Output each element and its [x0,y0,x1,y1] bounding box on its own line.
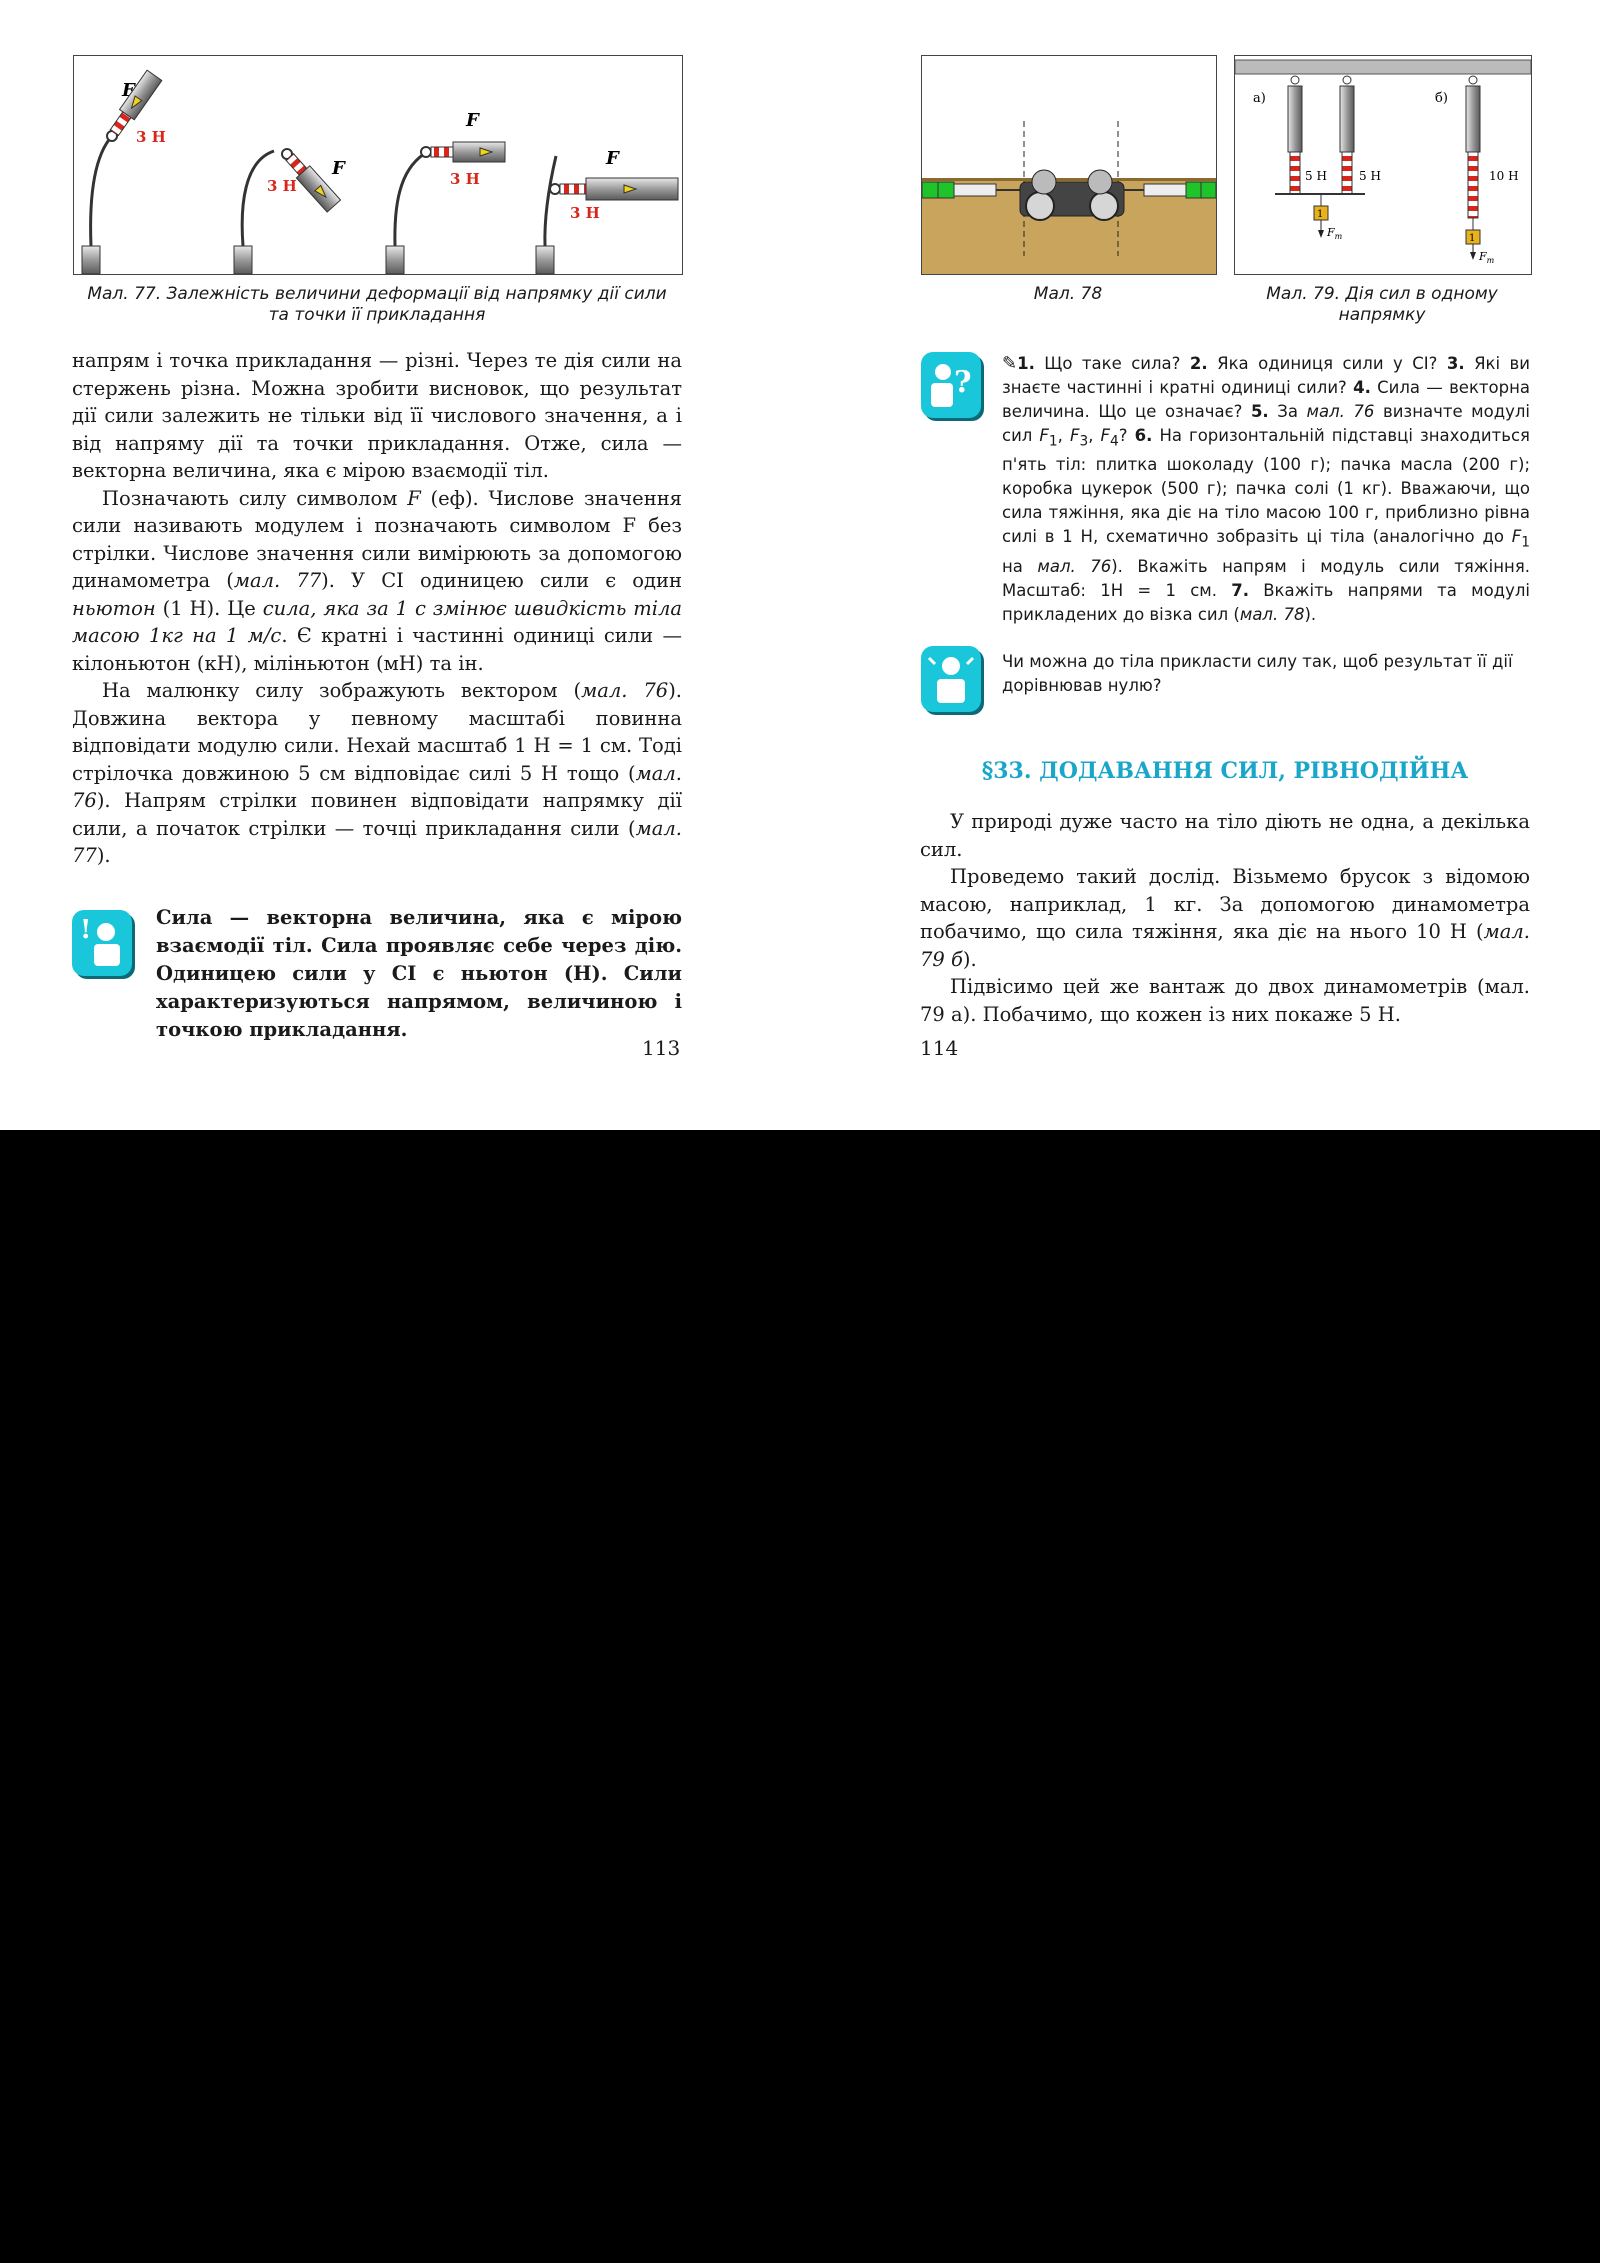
q5-f3-sub: 3 [1079,433,1089,450]
q5-number: 5. [1250,402,1269,421]
q1-number: 1. [1017,354,1035,373]
figure-78-caption: Мал. 78 [1033,284,1103,304]
section-title: §33. ДОДАВАННЯ СИЛ, РІВНОДІЙНА [981,758,1469,784]
q6-ref: мал. 76 [1037,556,1112,576]
fig79-force-b [1478,250,1495,265]
r2-ref: мал. 79 б [920,920,1530,971]
person-exclamation-icon [72,910,132,976]
figure-77-caption-line1: Мал. 77. Залежність величини деформації від напрямку дії сили [87,284,667,304]
q6-f: F [1511,527,1522,547]
p2-ref: мал. 77 [233,569,322,592]
q5-f4-sub: 4 [1110,433,1119,450]
paragraph-r3: Підвісимо цей же вантаж до двох динамометрів (мал. 79 а). Побачимо, що кожен із них покаже 5 Н. [920,975,1530,1026]
q5-text-a: За [1268,402,1307,421]
person-question-icon [921,352,981,418]
summary-box: Сила — векторна величина, яка є мірою взаємодії тіл. Сила проявляє себе через дію. Одиницею сили у СІ є ньютон (Н). Сили характеризуються напрямом, величиною і точкою прикладання. [156,906,682,1041]
page-114 [920,0,1530,1130]
think-question: Чи можна до тіла прикласти силу так, щоб результат її дії дорівнював нулю? [1002,652,1513,695]
fig79-force-a [1326,226,1343,241]
q4-number: 4. [1353,378,1371,397]
paragraph-r1: У природі дуже часто на тіло діють не одна, а декілька сил. [920,810,1530,861]
p3-text-c: ). Напрям стрілки повинен відповідати напрямку дії сили, а початок стрілки — точці прикладання сили ( [72,789,682,840]
questions-icon [921,352,981,418]
q6-text-b: на [1002,556,1038,576]
figure-78 [921,55,1217,275]
q7-ref: мал. 78 [1239,604,1305,624]
fig79-value-5-left: 5 Н [1305,169,1327,183]
fig79-value-5-right: 5 Н [1359,169,1381,183]
q5-f3: F [1069,426,1080,445]
page-number-113: 113 [642,1036,681,1060]
q7-text-a: Вкажіть напрями та модулі прикладених до візка сил ( [1002,580,1530,624]
fig79-weight-b: 1 [1469,233,1476,244]
q5-text-b: визначте модулі сил [1002,402,1531,445]
fig77-value-label-4: 3 Н [570,204,600,222]
p2-text-c: ). У СІ одиницею сили є один [321,569,682,592]
svg-text:?: ? [954,365,972,400]
body-text-left [72,347,682,870]
figure-79-caption-line1: Мал. 79. Дія сил в одному [1266,284,1498,304]
figure-77-caption [72,284,682,326]
q5-sep1: , [1057,426,1070,445]
r2-text-a: Проведемо такий дослід. Візьмемо брусок з відомою масою, наприклад, 1 кг. За допомогою динамометра побачимо, що сила тяжіння, яка діє на нього 10 Н ( [920,865,1530,943]
p2-newton: ньютон [72,596,156,620]
p2-text-b: (еф). Числове значення сили називають модулем і позначають символом F без стрілки. Числове значення сили вимірюють за допомогою динамометра ( [72,486,682,592]
p3-text-d: ). [96,844,111,867]
force-symbol: F [407,486,421,510]
fig77-value-label-2: 3 Н [267,177,297,195]
book-spread [0,0,1600,1130]
q4-text: Сила — векторна величина. Що це означає? [1002,378,1530,421]
q2-text: Яка одиниця сили у СІ? [1207,354,1447,373]
q3-text: Які ви знаєте частинні і кратні одиниці сили? [1002,354,1531,397]
fig77-force-label-2: F [332,158,345,179]
q7-number: 7. [1231,580,1249,600]
figure-78-drawing [922,56,1216,274]
q6-text-a: На горизонтальній підставці знаходиться п'ять тіл: плитка шоколаду (100 г); пачка масла (200 г); коробка цукерок (500 г); пачка солі (1 кг). Вважаючи, що сила тяжіння, яка діє на тіло масою 100 г, приблизно рівна силі в 1 Н, схематично зобразіть ці тіла (аналогічно до [1002,426,1530,547]
pencil-icon: ✎ [1002,353,1018,374]
p2-definition: сила, яка за 1 с змінює швидкість тіла масою 1кг на 1 м/с [72,596,682,647]
q5-ref: мал. 76 [1306,402,1375,421]
p2-text-a: Позначають силу символом [102,486,408,510]
figure-79-drawing [1235,56,1531,274]
q7-text-b: ). [1304,604,1317,624]
fig77-force-label-1: F [122,80,135,101]
p2-text-e: . Є кратні і частинні одиниці сили — кілоньютон (кН), мілiньютон (мН) та ін. [72,624,683,675]
fig77-value-label-3: 3 Н [450,170,480,188]
q5-end: ? [1118,426,1135,445]
think-icon [921,646,981,712]
paragraph-r2 [920,863,1530,973]
fig77-force-label-3: F [466,110,479,131]
fig79-label-a: а) [1253,91,1266,106]
q5-f1: F [1039,426,1049,445]
svg-text:!: ! [80,915,92,945]
fig79-force-b-symbol: F [1479,250,1487,263]
p3-ref1: мал. 76 [581,679,669,702]
fig79-weight-a: 1 [1317,209,1324,220]
person-thinking-icon [921,646,981,712]
p3-text-a: На малюнку силу зображують вектором ( [102,679,582,702]
paragraph-2 [72,485,682,678]
fig77-force-label-4: F [606,148,619,169]
fig79-force-a-sub: т [1334,232,1343,241]
q1-text: Що таке сила? [1034,354,1190,373]
figure-77-caption-line2: та точки її прикладання [268,305,486,325]
p3-ref3: мал. 77 [72,816,682,867]
page-number-114: 114 [920,1036,959,1060]
fig77-value-label-1: 3 Н [136,128,166,146]
remember-icon [72,910,132,976]
fig79-force-b-sub: т [1486,256,1495,265]
q2-number: 2. [1189,354,1208,373]
figure-77 [73,55,683,275]
q6-f-sub: 1 [1521,534,1530,551]
fig79-value-10: 10 Н [1489,169,1519,183]
figure-79 [1234,55,1532,275]
q5-f4: F [1100,426,1111,445]
r2-text-b: ). [962,947,977,971]
p3-ref2: мал. 76 [72,761,682,812]
page-113 [72,0,682,1130]
paragraph-1: напрям і точка прикладання — різні. Через те дія сили на стержень різна. Можна зробити висновок, що результат дії сили залежить не тільки від її числового значення, а і від напряму дії та точки прикладання. Отже, сила — векторна величина, яка є мірою взаємодії тіл. [72,349,682,482]
q6-text-c: ). Вкажіть напрям і модуль сили тяжіння. Масштаб: 1Н = 1 см. [1002,556,1530,600]
paragraph-3 [72,677,682,870]
fig79-label-b: б) [1435,91,1448,106]
q5-f1-sub: 1 [1048,433,1058,450]
p3-text-b: ). Довжина вектора у певному масштабі повинна відповідати модулю сили. Нехай масштаб 1 Н = 1 см. Тоді стрілочка довжиною 5 см відповідає силі 5 Н тощо ( [72,679,683,785]
figure-79-caption-line2: напрямку [1338,305,1426,325]
q5-sep2: , [1088,426,1101,445]
body-text-right [920,808,1530,1028]
figure-79-caption [1234,284,1530,326]
figure-77-drawing [74,56,682,274]
q6-number: 6. [1134,426,1153,445]
fig79-force-a-symbol: F [1327,226,1335,239]
p2-text-d: (1 Н). Це [155,596,263,620]
review-questions [1002,352,1530,627]
q3-number: 3. [1446,354,1465,373]
